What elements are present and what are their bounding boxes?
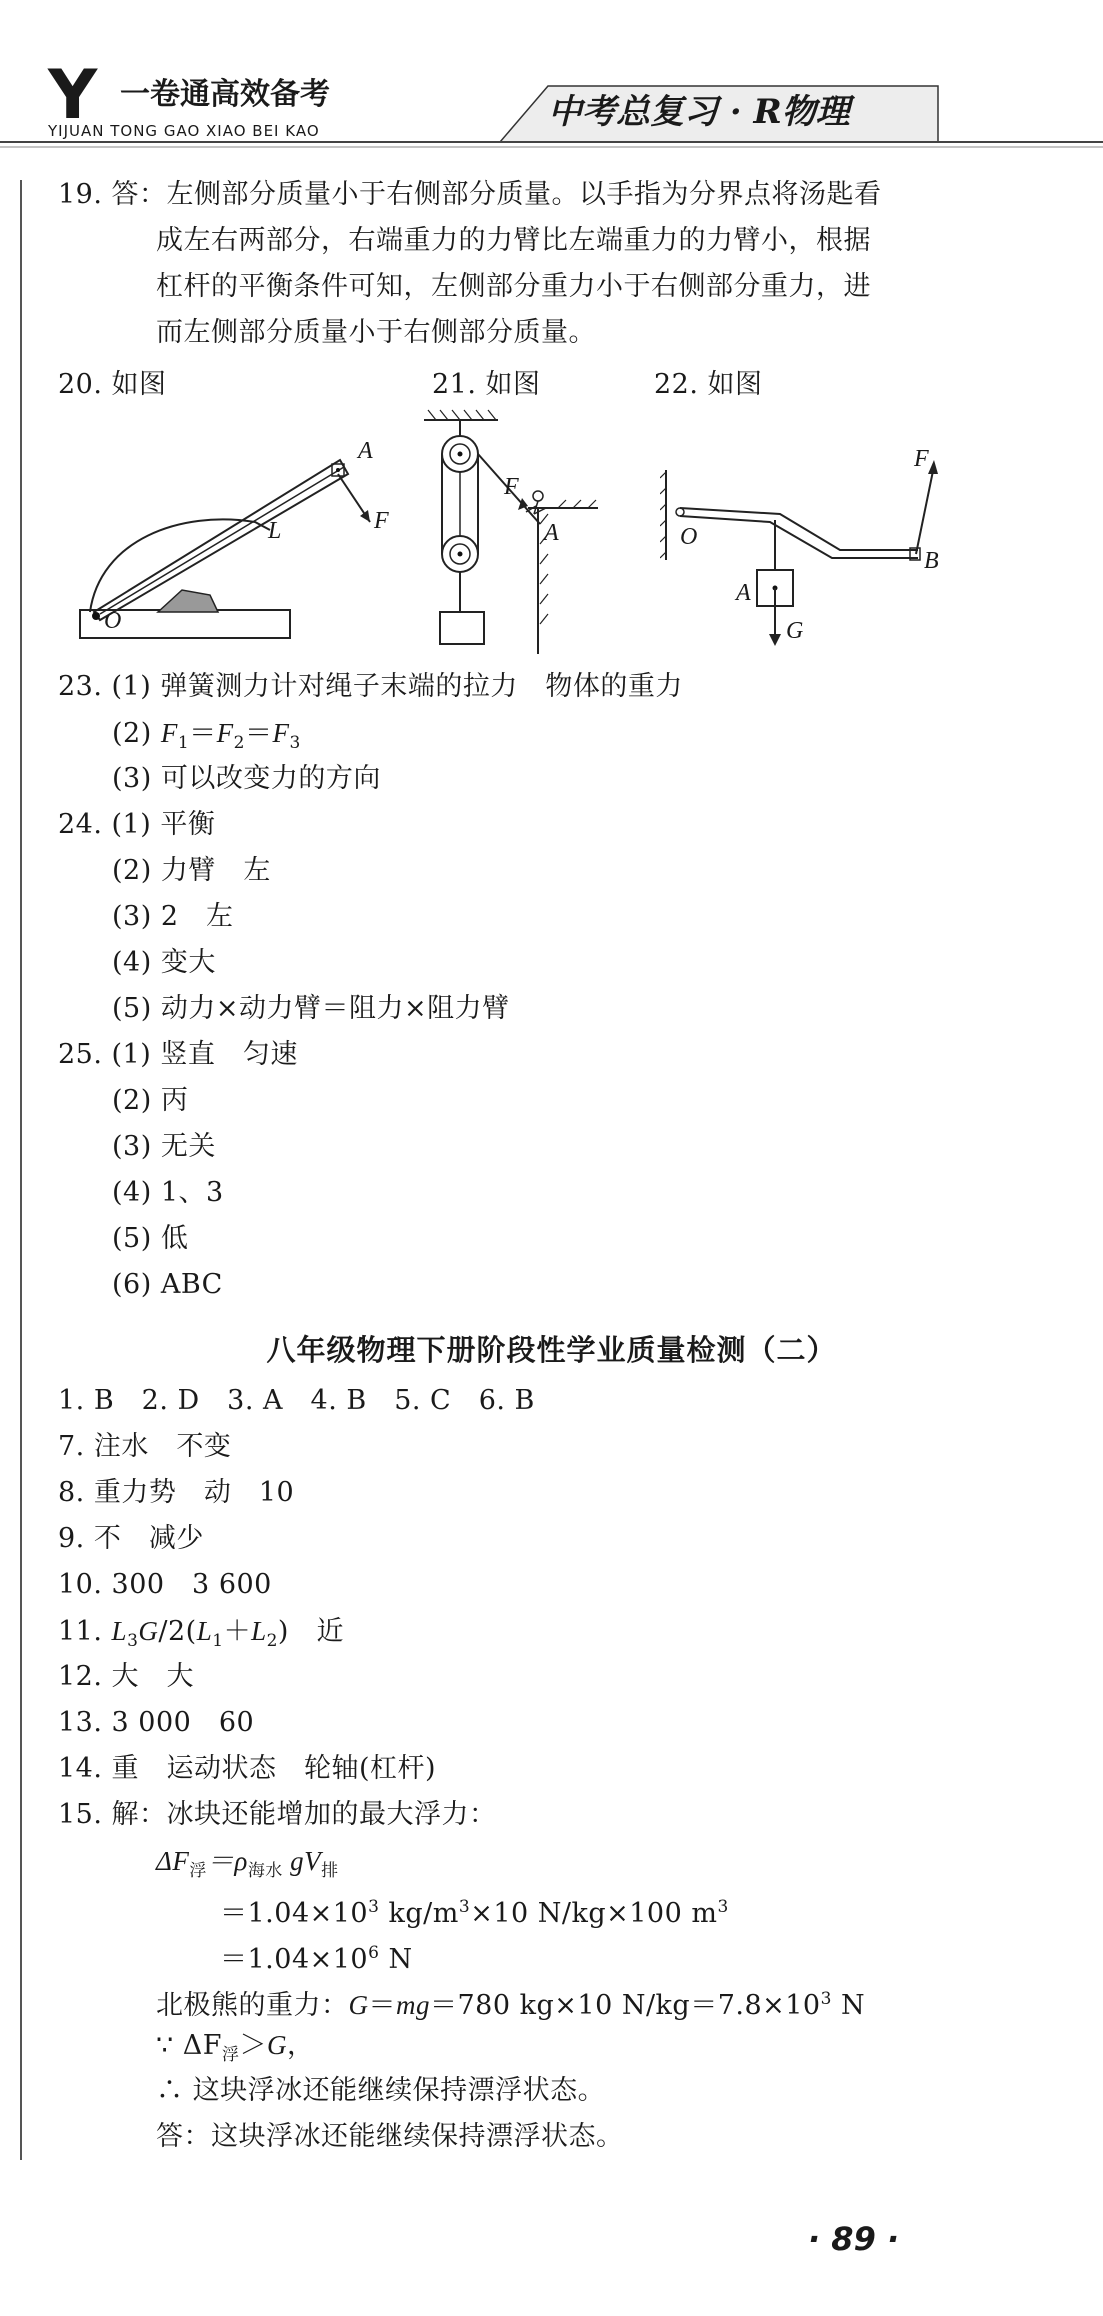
q25-part-6: (6) ABC [112,1269,223,1300]
brand-pinyin: YIJUAN TONG GAO XIAO BEI KAO [48,122,320,140]
answer-11: 11. $L_3G/2(L_1+L_2)$ 近 [58,1616,344,1651]
left-margin-rule [20,180,22,2160]
q19-line-1: 19. 答：左侧部分质量小于右侧部分质量。以手指为分界点将汤匙看 [58,179,882,210]
answer-15-final: 答：这块浮冰还能继续保持漂浮状态。 [156,2121,624,2152]
q24-part-5: (5) 动力×动力臂＝阻力×阻力臂 [112,993,510,1024]
section-title: 八年级物理下册阶段性学业质量检测（二） [266,1333,837,1367]
fig22-label-O: O [680,524,698,550]
q25-part-5: (5) 低 [112,1223,189,1254]
fig21-label-A: A [544,520,559,546]
q25-part-2: (2) 丙 [112,1085,189,1116]
answer-15-eq-2: $=1.04\times 10^3$ $kg/m^3\times 10$ N/kg×100 $m^3$ [220,1897,729,1929]
page-number: · 89 · [808,2220,900,2258]
page-header [0,0,1103,150]
q25-part-1: 25. (1) 竖直 匀速 [58,1039,298,1070]
answer-15-intro: 15. 解：冰块还能增加的最大浮力： [58,1799,497,1830]
fig21-label-F: F [504,474,519,500]
q24-part-4: (4) 变大 [112,947,216,978]
q21-label: 21. 如图 [432,369,541,400]
logo-letter: Y [48,56,98,135]
answer-10: 10. 300 3 600 [58,1569,272,1600]
answer-15-eq-1: $\Delta F_浮=\rho_{海水}$ $gV_排$ [156,1846,339,1881]
answer-15-therefore: ∴ 这块浮冰还能继续保持漂浮状态。 [156,2075,606,2106]
fig22-label-F: F [914,446,929,472]
q23-part-2: (2) $F_1=F_2=F_3$ [112,718,301,753]
q20-label: 20. 如图 [58,369,167,400]
q25-part-3: (3) 无关 [112,1131,216,1162]
q19-line-2: 成左右两部分，右端重力的力臂比左端重力的力臂小，根据 [156,225,871,256]
fig22-label-B: B [924,548,939,574]
answer-15-eq-3: $=1.04\times 10^6$ N [220,1943,413,1975]
answer-14: 14. 重 运动状态 轮轴(杠杆) [58,1753,437,1784]
answer-7: 7. 注水 不变 [58,1431,232,1462]
fig20-label-F: F [374,508,389,534]
brand-title: 一卷通高效备考 [120,77,330,112]
figure-21-pulley [418,404,618,664]
q24-part-3: (3) 2 左 [112,901,234,932]
fig20-label-A: A [358,438,373,464]
fig20-label-O: O [104,608,122,634]
figure-22-bent-lever [660,450,950,660]
q23-part-3: (3) 可以改变力的方向 [112,763,381,794]
fig20-label-L: L [268,518,282,544]
series-title: 中考总复习 · R物理 [548,92,850,132]
q22-label: 22. 如图 [654,369,763,400]
answer-1-6: 1. B 2. D 3. A 4. B 5. C 6. B [58,1385,535,1416]
answer-15-bear: 北极熊的重力：G＝mg＝780 kg×10 $N/kg=7.8\times 10^3$ N [156,1989,866,2021]
q24-part-2: (2) 力臂 左 [112,855,271,886]
q19-line-4: 而左侧部分质量小于右侧部分质量。 [156,317,596,348]
q19-line-3: 杠杆的平衡条件可知，左侧部分重力小于右侧部分重力，进 [156,271,871,302]
answer-8: 8. 重力势 动 10 [58,1477,295,1508]
q23-part-1: 23. (1) 弹簧测力计对绳子末端的拉力 物体的重力 [58,671,683,702]
answer-13: 13. 3 000 60 [58,1707,255,1738]
answer-15-since: ∵ $\Delta F_浮>G$， [156,2030,315,2065]
q25-part-4: (4) 1、3 [112,1177,224,1208]
fig22-label-G: G [786,618,804,644]
fig22-label-A: A [736,580,751,606]
answer-9: 9. 不 减少 [58,1523,204,1554]
answer-12: 12. 大 大 [58,1661,195,1692]
q24-part-1: 24. (1) 平衡 [58,809,216,840]
